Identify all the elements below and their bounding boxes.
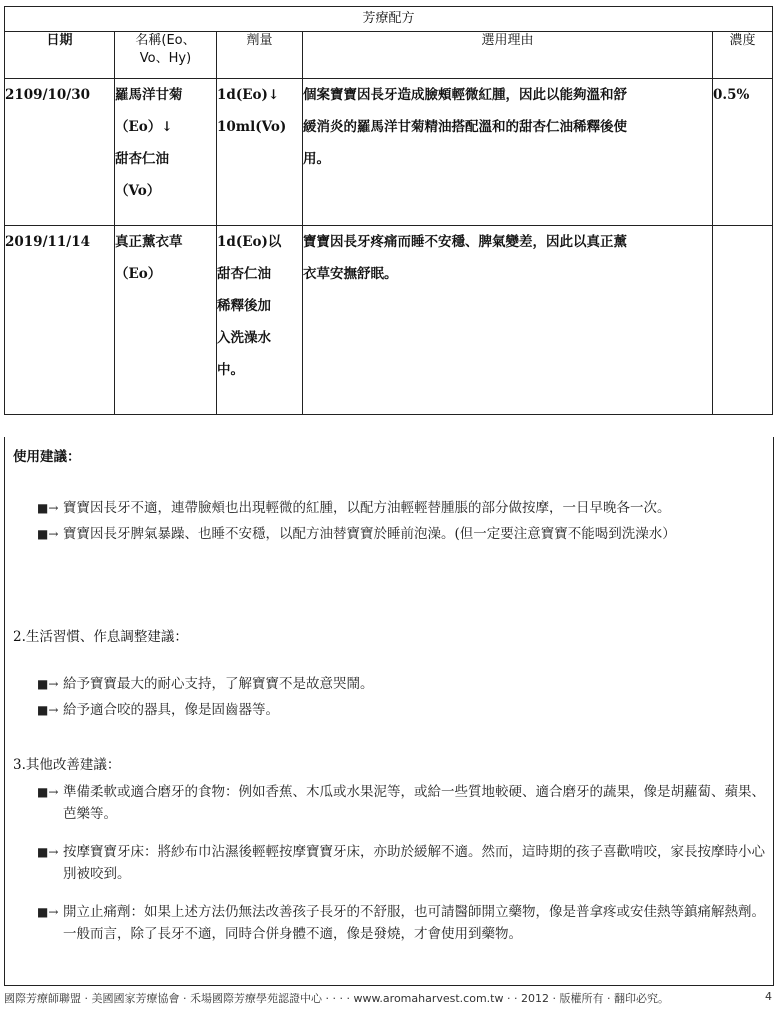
- row1-name-line: （Vo）: [115, 183, 161, 199]
- page-number: 4: [765, 990, 772, 1003]
- bullet-icon: ■→: [37, 703, 59, 717]
- header-concentration: 濃度: [713, 32, 773, 79]
- bullet-icon: ■→: [37, 785, 59, 799]
- row2-dose-line: 甜杏仁油: [217, 266, 271, 282]
- bullet-icon: ■→: [37, 905, 59, 919]
- list-item-text: 準備柔軟或適合磨牙的食物：例如香蕉、木瓜或水果泥等，或給一些質地較硬、適合磨牙的蔬果，像是胡蘿蔔、蘋果、芭樂等。: [63, 784, 765, 822]
- advice-list-lifestyle: [37, 673, 767, 725]
- bullet-icon: ■→: [37, 501, 59, 515]
- formula-table: [4, 6, 773, 415]
- section-title: 3.其他改善建議：: [13, 757, 121, 773]
- advice-list-other: [37, 781, 767, 949]
- row2-name-line: （Eo）: [115, 266, 162, 282]
- list-item: [37, 673, 767, 695]
- header-name-line2: Vo、Hy): [139, 51, 192, 66]
- bullet-icon: ■→: [37, 527, 59, 541]
- list-item-text: 寶寶因長牙不適，連帶臉頰也出現輕微的紅腫，以配方油輕輕替腫脹的部分做按摩，一日早晚各一次。: [63, 500, 671, 516]
- list-item-text: 給予適合咬的器具，像是固齒器等。: [63, 702, 279, 718]
- row2-dose-line: 稀釋後加: [217, 298, 271, 314]
- row2-reason-line: 衣草安撫舒眠。: [303, 266, 398, 282]
- list-item: [37, 497, 767, 519]
- row2-date: 2019/11/14: [5, 226, 115, 415]
- row1-reason-line: 用。: [303, 151, 330, 167]
- row2-dose-line: 中。: [217, 362, 244, 378]
- row1-name-line: 甜杏仁油: [115, 151, 169, 167]
- table-title: 芳療配方: [5, 7, 773, 32]
- row1-reason-line: 緩消炎的羅馬洋甘菊精油搭配溫和的甜杏仁油稀釋後使: [303, 119, 627, 135]
- list-item-text: 給予寶寶最大的耐心支持，了解寶寶不是故意哭鬧。: [63, 676, 374, 692]
- advice-section: [4, 437, 774, 986]
- page-footer: [4, 990, 772, 1006]
- header-reason: 選用理由: [303, 32, 713, 79]
- header-name: [115, 32, 217, 79]
- row2-concentration: [713, 226, 773, 415]
- header-dose: 劑量: [217, 32, 303, 79]
- bullet-icon: ■→: [37, 845, 59, 859]
- row1-date: 2109/10/30: [5, 79, 115, 226]
- row1-dose-line: 1d(Eo)↓: [217, 87, 280, 103]
- advice-title: 使用建議：: [13, 449, 81, 465]
- row2-name-line: 真正薰衣草: [115, 234, 183, 250]
- list-item-text: 寶寶因長牙脾氣暴躁、也睡不安穩，以配方油替寶寶於睡前泡澡。(但一定要注意寶寶不能喝到洗澡水）: [63, 526, 676, 542]
- row1-concentration: 0.5%: [713, 79, 773, 226]
- list-item: [37, 699, 767, 721]
- footer-text: 國際芳療師聯盟 · 美國國家芳療協會 · 禾場國際芳療學苑認證中心 · · · · www.aromaharvest.com.tw · · 2012 · 版權所有 · 翻印必究。: [4, 992, 669, 1005]
- list-item: [37, 523, 767, 545]
- list-item: [37, 901, 767, 945]
- list-item-text: 開立止痛劑：如果上述方法仍無法改善孩子長牙的不舒服，也可請醫師開立藥物，像是普拿疼或安佳熱等鎮痛解熱劑。一般而言，除了長牙不適，同時合併身體不適，像是發燒，才會使用到藥物。: [63, 904, 765, 942]
- list-item-text: 按摩寶寶牙床：將紗布巾沾濕後輕輕按摩寶寶牙床，亦助於緩解不適。然而，這時期的孩子喜歡啃咬，家長按摩時小心別被咬到。: [63, 844, 765, 882]
- row2-reason: [303, 226, 713, 415]
- row1-name-line: 羅馬洋甘菊: [115, 87, 183, 103]
- row2-dose-line: 1d(Eo)以: [217, 234, 282, 250]
- list-item: [37, 781, 767, 825]
- table-row: [5, 79, 773, 226]
- section-title: 2.生活習慣、作息調整建議：: [13, 629, 188, 645]
- row1-reason-line: 個案寶寶因長牙造成臉頰輕微紅腫，因此以能夠溫和舒: [303, 87, 627, 103]
- row1-dose: [217, 79, 303, 226]
- header-date: 日期: [5, 32, 115, 79]
- header-name-line1: 名稱(Eo、: [135, 33, 196, 48]
- row1-name-line: （Eo）↓: [115, 119, 173, 135]
- row2-dose: [217, 226, 303, 415]
- row2-dose-line: 入洗澡水: [217, 330, 271, 346]
- advice-list-usage: [37, 497, 767, 549]
- list-item: [37, 841, 767, 885]
- bullet-icon: ■→: [37, 677, 59, 691]
- row1-reason: [303, 79, 713, 226]
- row2-name: [115, 226, 217, 415]
- row2-reason-line: 寶寶因長牙疼痛而睡不安穩、脾氣變差，因此以真正薰: [303, 234, 627, 250]
- table-row: [5, 226, 773, 415]
- row1-name: [115, 79, 217, 226]
- row1-dose-line: 10ml(Vo): [217, 119, 287, 135]
